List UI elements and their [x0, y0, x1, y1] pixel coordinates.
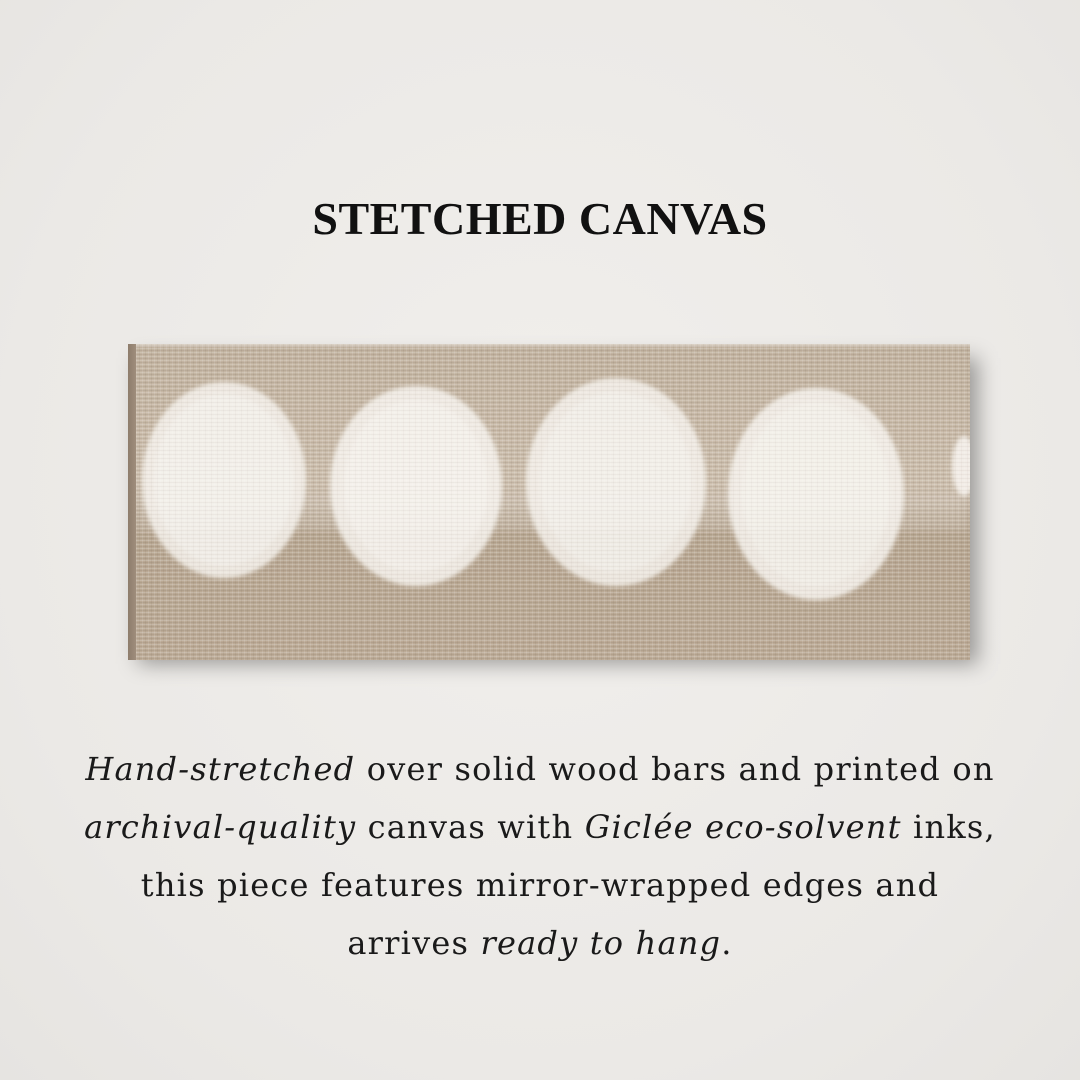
product-description: [80, 740, 1000, 972]
description-text-2: canvas with: [356, 808, 585, 846]
description-italic-2: archival-quality: [84, 808, 357, 846]
canvas-artwork: [136, 344, 970, 660]
description-italic-4: ready to hang: [480, 924, 722, 962]
page-title: STETCHED CANVAS: [312, 193, 768, 244]
canvas-print-image: [128, 344, 970, 660]
description-text-4: .: [721, 924, 733, 962]
description-italic-1: Hand-stretched: [85, 750, 356, 788]
description-italic-3: Giclée eco-solvent: [584, 808, 902, 846]
description-text-1: over solid wood bars and printed on: [355, 750, 995, 788]
description-text-3: inks, this piece features mirror-wrapped edges and arrives: [140, 808, 996, 962]
